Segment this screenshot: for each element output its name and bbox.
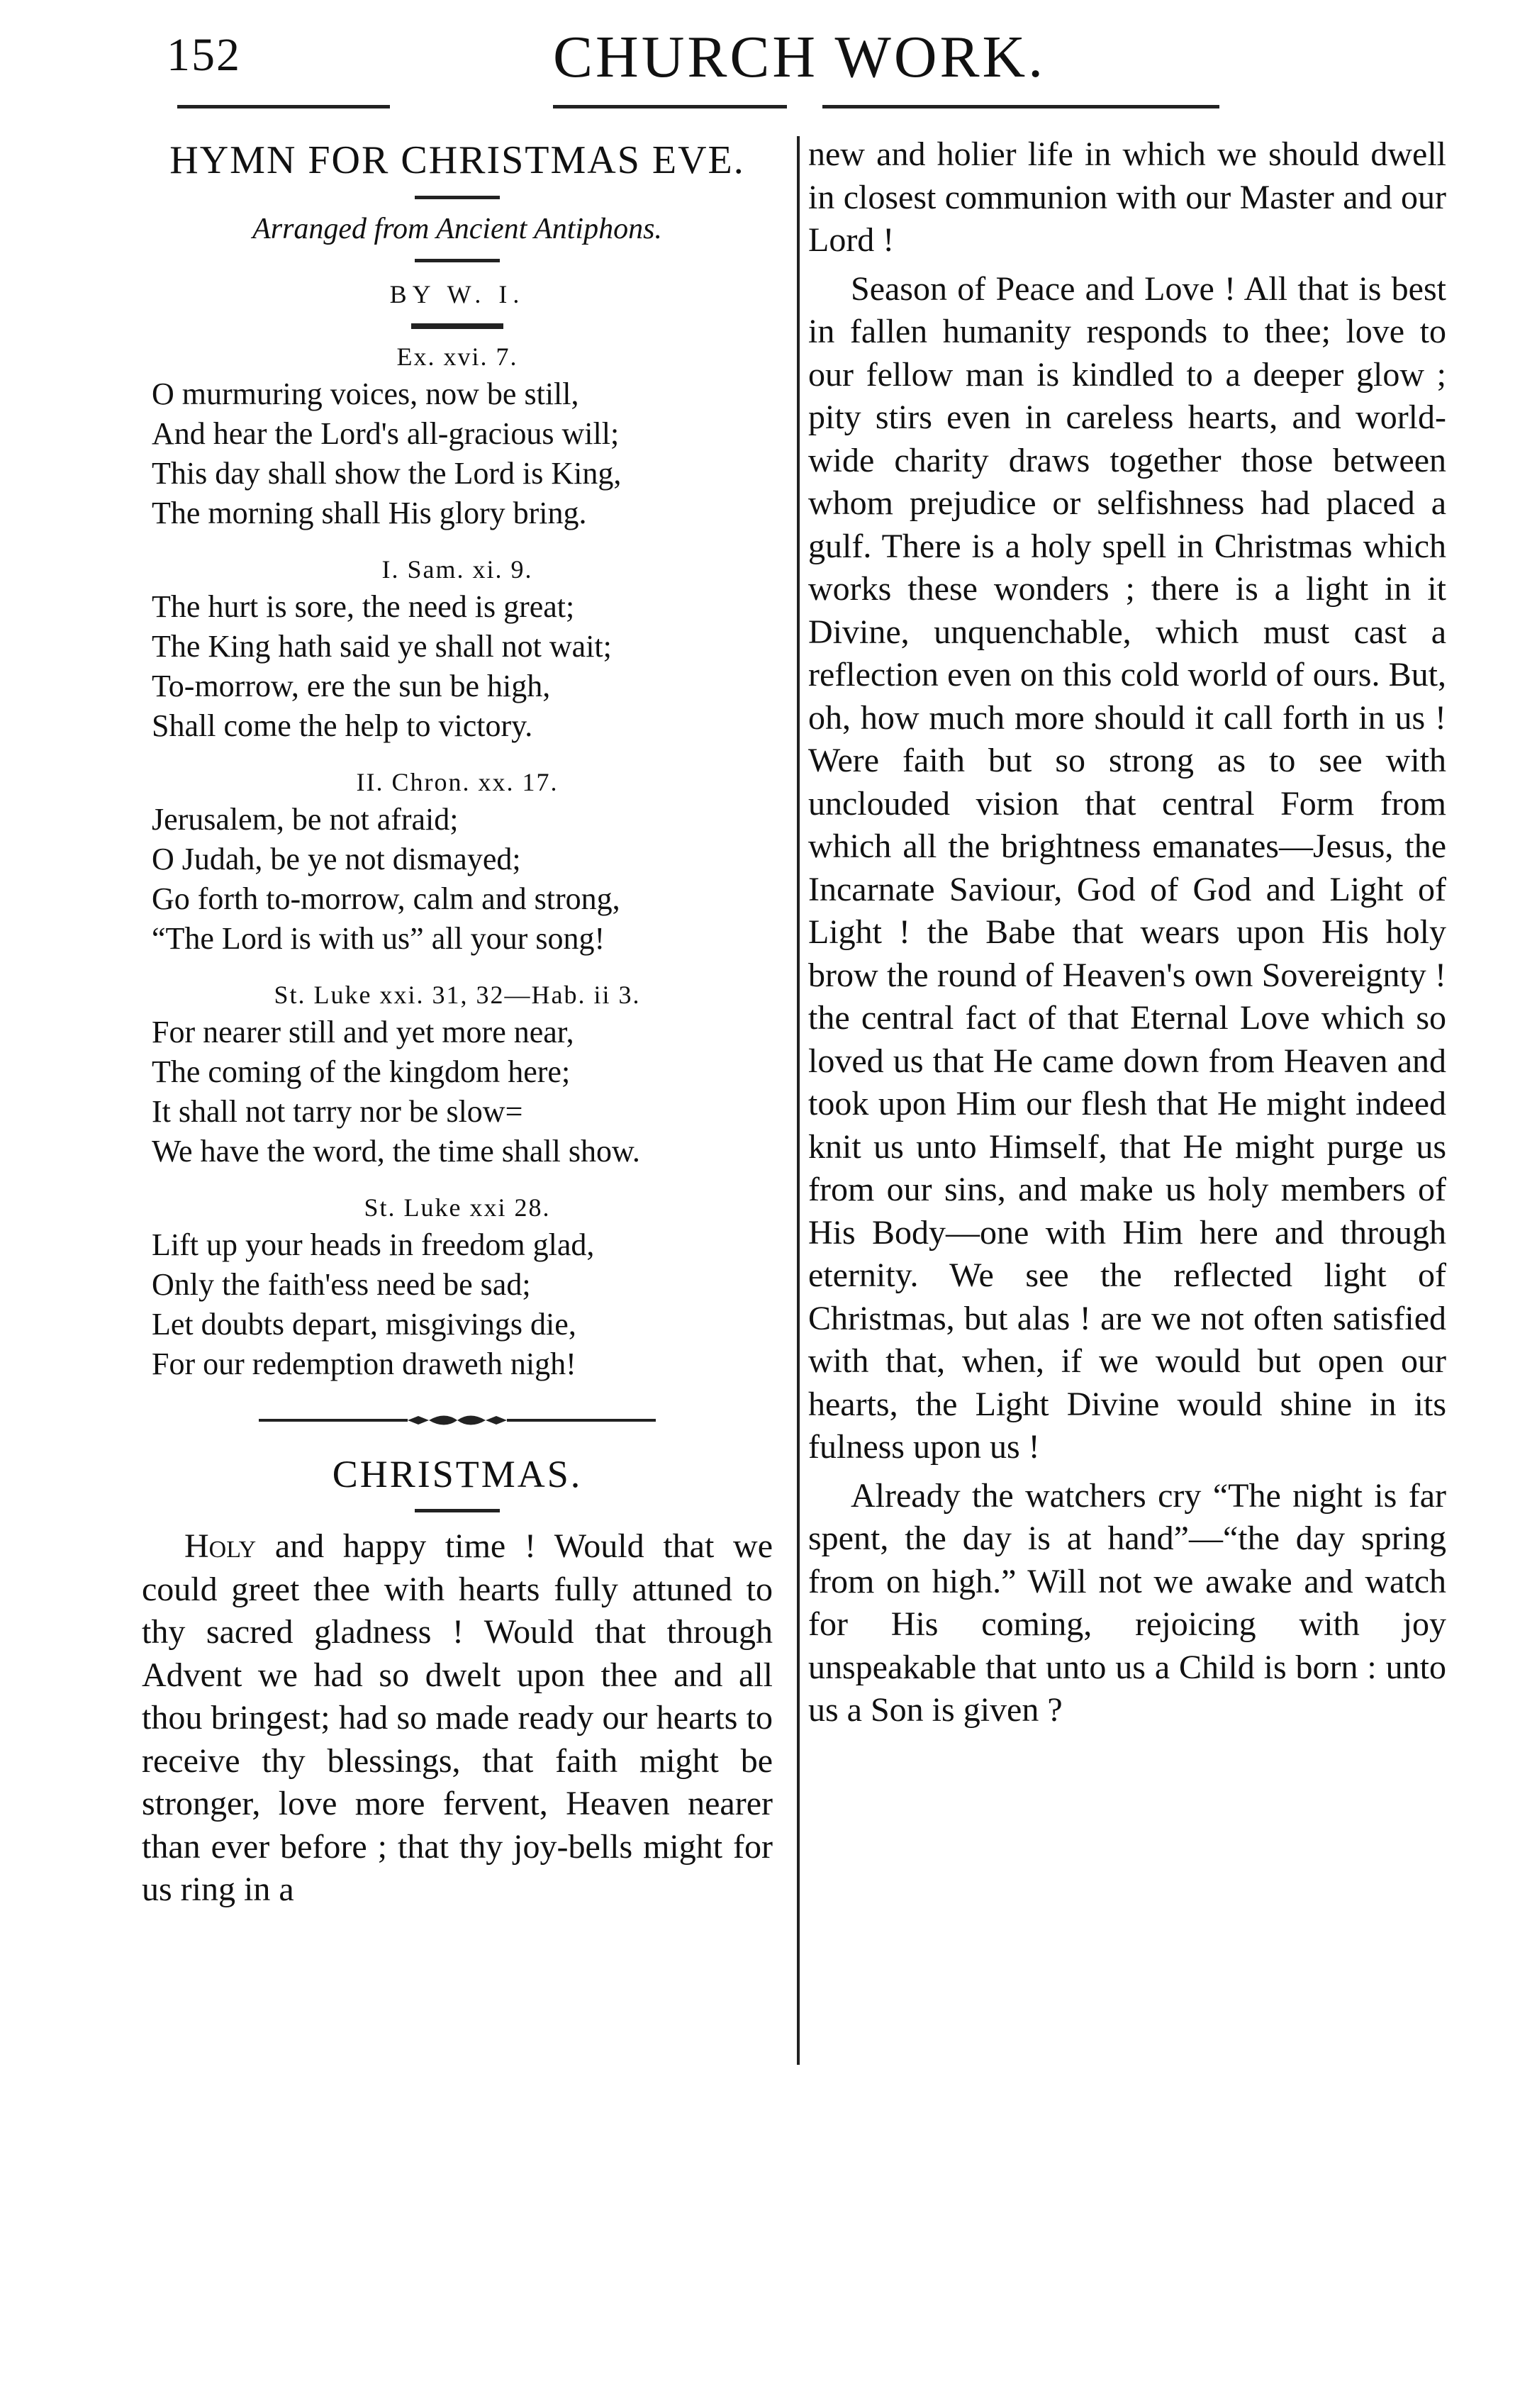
verse-line: Lift up your heads in freedom glad,: [152, 1227, 595, 1262]
scripture-reference: St. Luke xxi. 31, 32—Hab. ii 3.: [274, 981, 641, 1009]
verse-line: It shall not tarry nor be slow=: [152, 1094, 523, 1129]
scripture-reference: II. Chron. xx. 17.: [356, 768, 559, 796]
verse-line: For our redemption draweth nigh!: [152, 1347, 576, 1381]
header-rule-right: [822, 105, 1219, 108]
header-rule-left: [177, 105, 390, 108]
verse-line: O murmuring voices, now be still,: [152, 377, 579, 411]
verse-line: For nearer still and yet more near,: [152, 1015, 574, 1049]
hymn-stanza: [142, 980, 773, 1171]
verse-line: The coming of the kingdom here;: [152, 1054, 571, 1089]
scripture-reference: St. Luke xxi 28.: [364, 1193, 551, 1222]
article-paragraph: [142, 1525, 773, 1912]
column-divider: [797, 136, 800, 2065]
header-rule-middle: [553, 105, 787, 108]
verse-lines: [142, 1225, 773, 1384]
article-paragraph: Already the watchers cry “The night is far spent, the day is at hand”—“the day spring from on high.” Will not we awake and watch for His coming, rejoicing with joy unspeakable that unto us a Child is born : unto us a Son is given ?: [808, 1476, 1446, 1729]
verse-lines: [142, 800, 773, 959]
paragraph-text: and happy time ! Would that we could greet thee with hearts fully attuned to thy sacred gladness ! Would that through Advent we had so dwelt upon thee and all thou bringest; had so made ready our hearts to receive thy blessings, that faith might be stronger, love more fervent, Heaven nearer than ever before ; that thy joy-bells might for us ring in a: [142, 1527, 773, 1908]
verse-line: Go forth to-morrow, calm and strong,: [152, 881, 620, 916]
ornament-divider-icon: [259, 1410, 656, 1431]
verse-line: Jerusalem, be not afraid;: [152, 802, 459, 837]
section-ornament: [142, 1410, 773, 1431]
verse-line: Only the faith'ess need be sad;: [152, 1267, 531, 1302]
hymn-stanza: [142, 1193, 773, 1384]
hymn-byline: BY W. I.: [389, 280, 525, 308]
verse-line: We have the word, the time shall show.: [152, 1134, 640, 1169]
verse-lines: [142, 587, 773, 746]
verse-line: The King hath said ye shall not wait;: [152, 629, 612, 664]
hymn-subtitle: Arranged from Ancient Antiphons.: [252, 213, 662, 245]
left-column: [142, 133, 773, 1912]
article-title: CHRISTMAS.: [332, 1453, 583, 1495]
verse-line: The hurt is sore, the need is great;: [152, 589, 575, 624]
dropcap-word: Holy: [184, 1527, 257, 1565]
page-number: 152: [167, 29, 241, 81]
verse-line: This day shall show the Lord is King,: [152, 456, 622, 491]
verse-line: “The Lord is with us” all your song!: [152, 921, 605, 956]
verse-line: O Judah, be ye not dismayed;: [152, 842, 521, 876]
verse-line: And hear the Lord's all-gracious will;: [152, 416, 620, 451]
verse-line: Shall come the help to victory.: [152, 708, 533, 743]
article-title-rule: [415, 1509, 500, 1512]
verse-lines: [142, 1013, 773, 1171]
article-paragraph: Season of Peace and Love ! All that is best in fallen humanity responds to thee; love to our fellow man is kindled to a deeper glow ; pity stirs even in careless hearts, and world-wide charity draws together those between whom prejudice or selfishness had placed a gulf. There is a holy spell in Christmas which works these wonders ; there is a light in it Divine, unquenchable, which must cast a reflection even on this cold world of ours. But, oh, how much more should it call forth in us ! Were faith but so strong as to see with unclouded vision that central Form from which all the brightness emanates—Jesus, the Incarnate Saviour, God of God and Light of Light ! the Babe that wears upon His holy brow the round of Heaven's own Sovereignty ! the central fact of that Eternal Love which so loved us that He came down from Heaven and took upon Him our flesh that He might indeed knit us unto Himself, that He might purge us from our sins, and make us holy members of His Body—one with Him here and through eternity. We see the reflected light of Christmas, but alas ! are we not often satisfied with that, when, if we would but open our hearts, the Light Divine would shine in its fulness upon us !: [808, 269, 1446, 1466]
scripture-reference: I. Sam. xi. 9.: [381, 555, 533, 584]
verse-lines: [142, 374, 773, 533]
verse-line: To-morrow, ere the sun be high,: [152, 669, 551, 703]
hymn-stanza: [142, 342, 773, 533]
verse-line: Let doubts depart, misgivings die,: [152, 1307, 576, 1342]
running-head: CHURCH WORK.: [553, 24, 1046, 90]
title-rule: [415, 196, 500, 199]
scripture-reference: Ex. xvi. 7.: [396, 342, 518, 371]
verse-line: The morning shall His glory bring.: [152, 496, 587, 530]
hymn-stanza: [142, 767, 773, 959]
hymn-stanza: [142, 554, 773, 746]
right-column: [808, 133, 1446, 1732]
hymn-title: HYMN FOR CHRISTMAS EVE.: [169, 138, 745, 182]
article-paragraph-continued: new and holier life in which we should dwell in closest communion with our Master and our Lord !: [808, 135, 1446, 259]
byline-rule: [411, 323, 503, 329]
subtitle-rule: [415, 259, 500, 262]
